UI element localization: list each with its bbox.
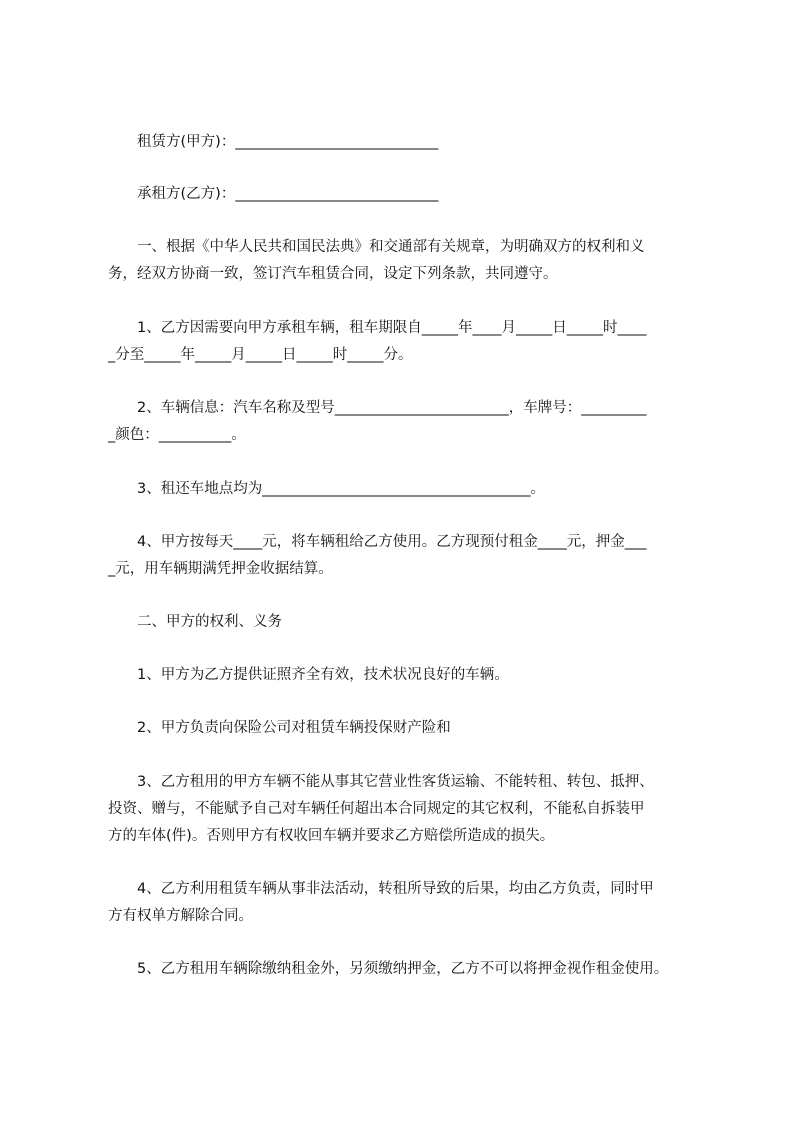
section1-intro-line2: 务，经双方协商一致，签订汽车租赁合同，设定下列条款，共同遵守。 — [108, 266, 558, 282]
section2-clause3-line3: 方的车体(件)。否则甲方有权收回车辆并要求乙方赔偿所造成的损失。 — [108, 828, 555, 844]
clause2-line2: _颜色：__________。 — [108, 427, 246, 443]
section2-clause3-line2: 投资、赠与，不能赋予自己对车辆任何超出本合同规定的其它权利，不能私自拆装甲 — [108, 801, 645, 817]
clause1-line2: _分至_____年_____月_____日_____时_____分。 — [108, 347, 413, 363]
section2-clause2: 2、甲方负责向保险公司对租赁车辆投保财产险和 — [137, 720, 451, 736]
clause4-line1: 4、甲方按每天____元，将车辆租给乙方使用。乙方现预付租金____元，押金___ — [137, 534, 647, 550]
lessor-line: 租赁方(甲方)：____________________________ — [137, 134, 439, 150]
section2-clause4-line1: 4、乙方利用租赁车辆从事非法活动，转租所导致的后果，均由乙方负责，同时甲 — [137, 881, 654, 897]
section2-clause5-line1: 5、乙方租用车辆除缴纳租金外，另须缴纳押金，乙方不可以将押金视作租金使用。 — [137, 961, 669, 977]
section1-intro-line1: 一、根据《中华人民共和国民法典》和交通部有关规章，为明确双方的权利和义 — [137, 239, 645, 255]
clause2-line1: 2、车辆信息：汽车名称及型号________________________，车牌号：_________ — [137, 400, 647, 416]
section2-clause3-line1: 3、乙方租用的甲方车辆不能从事其它营业性客货运输、不能转租、转包、抵押、 — [137, 774, 654, 790]
clause3-line1: 3、租还车地点均为_____________________________________。 — [137, 481, 545, 497]
clause1-line1: 1、乙方因需要向甲方承租车辆，租车期限自_____年____月_____日_____时____ — [137, 320, 647, 336]
section2-heading: 二、甲方的权利、义务 — [137, 614, 282, 630]
clause4-line2: _元，用车辆期满凭押金收据结算。 — [108, 561, 333, 577]
section2-clause1: 1、甲方为乙方提供证照齐全有效，技术状况良好的车辆。 — [137, 667, 509, 683]
lessee-line: 承租方(乙方)：____________________________ — [137, 186, 439, 202]
section2-clause4-line2: 方有权单方解除合同。 — [108, 908, 253, 924]
